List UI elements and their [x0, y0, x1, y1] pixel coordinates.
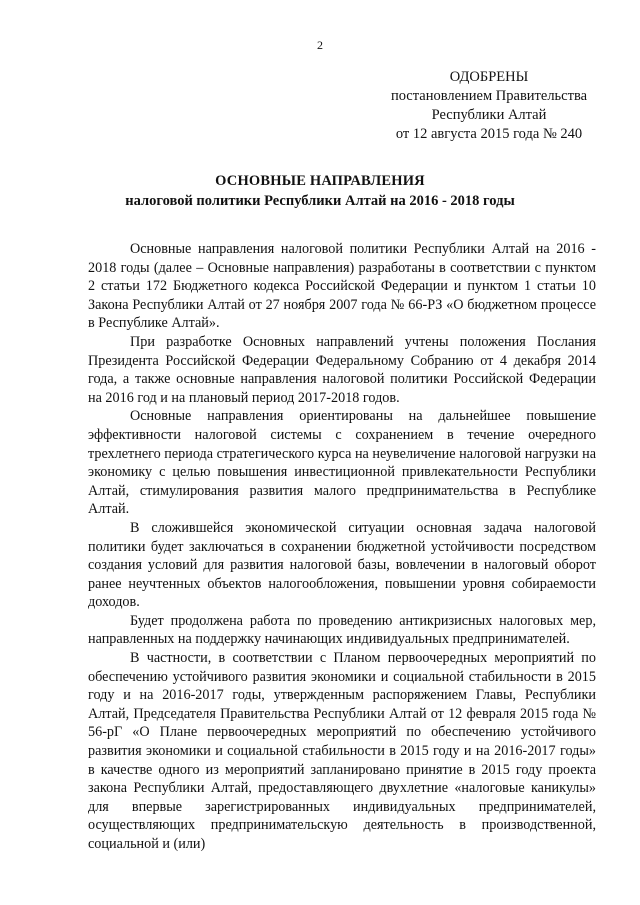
document-heading — [40, 171, 600, 211]
approval-date: от 12 августа 2015 года № 240 — [395, 126, 583, 142]
approval-title: ОДОБРЕНЫ — [449, 69, 529, 85]
document-body — [88, 240, 596, 854]
paragraph-legal-basis: Основные направления налоговой политики Республики Алтай на 2016 - 2018 годы (далее – Основные направления) разработаны в соответствии с пунктом 2 статьи 172 Бюджетного кодекса Российской Федерации и пунктом 1 статьи 10 Закона Республики Алтай от 27 ноября 2007 года № 66-РЗ «О бюджетном процессе в Республике Алтай». — [88, 241, 596, 332]
document-subtitle: налоговой политики Республики Алтай на 2016 - 2018 годы — [125, 193, 515, 209]
page-number: 2 — [317, 38, 323, 52]
approval-decree: постановлением Правительства — [390, 88, 588, 104]
paragraph-anticrisis: Будет продолжена работа по проведению антикризисных налоговых мер, направленных на поддержку начинающих индивидуальных предпринимателей. — [88, 612, 596, 648]
approval-authority: Республики Алтай — [431, 107, 547, 123]
paragraph-orientation: Основные направления ориентированы на дальнейшее повышение эффективности налоговой системы с сохранением в течение очередного трехлетнего периода стратегического курса на неувеличение налоговой нагрузки на экономику с целью повышения инвестиционной привлекательности Республики Алтай, стимулирования развития малого предпринимательства в Республике Алтай. — [88, 408, 596, 518]
paragraph-presidential-address: При разработке Основных направлений учтены положения Послания Президента Российской Федерации Федеральному Собранию от 4 декабря 2014 года, а также основные направления налоговой политики Российской Федерации на 2016 год и на плановый период 2017-2018 годов. — [88, 333, 596, 406]
document-title: ОСНОВНЫЕ НАПРАВЛЕНИЯ — [215, 173, 425, 189]
approval-stamp — [384, 68, 594, 144]
paragraph-main-task: В сложившейся экономической ситуации основная задача налоговой политики будет заключаться в сохранении бюджетной устойчивости посредством создания условий для развития налоговой базы, вовлечении в налоговый оборот ранее неучтенных объектов налогообложения, повышении уровня собираемости доходов. — [88, 519, 596, 611]
paragraph-tax-holidays: В частности, в соответствии с Планом первоочередных мероприятий по обеспечению устойчивого развития экономики и социальной стабильности в 2015 году и на 2016-2017 годы, утвержденным распоряжением Главы, Республики Алтай, Председателя Правительства Республики Алтай от 12 февраля 2015 года № 56-рГ «О Плане первоочередных мероприятий по обеспечению устойчивого развития экономики и социальной стабильности в 2015 году и на 2016-2017 годы» в качестве одного из мероприятий запланировано принятие в 2015 году проекта закона Республики Алтай, предоставляющего двухлетние «налоговые каникулы» для впервые зарегистрированных индивидуальных предпринимателей, осуществляющих предпринимательскую деятельность в производственной, социальной и (или) — [88, 650, 596, 852]
